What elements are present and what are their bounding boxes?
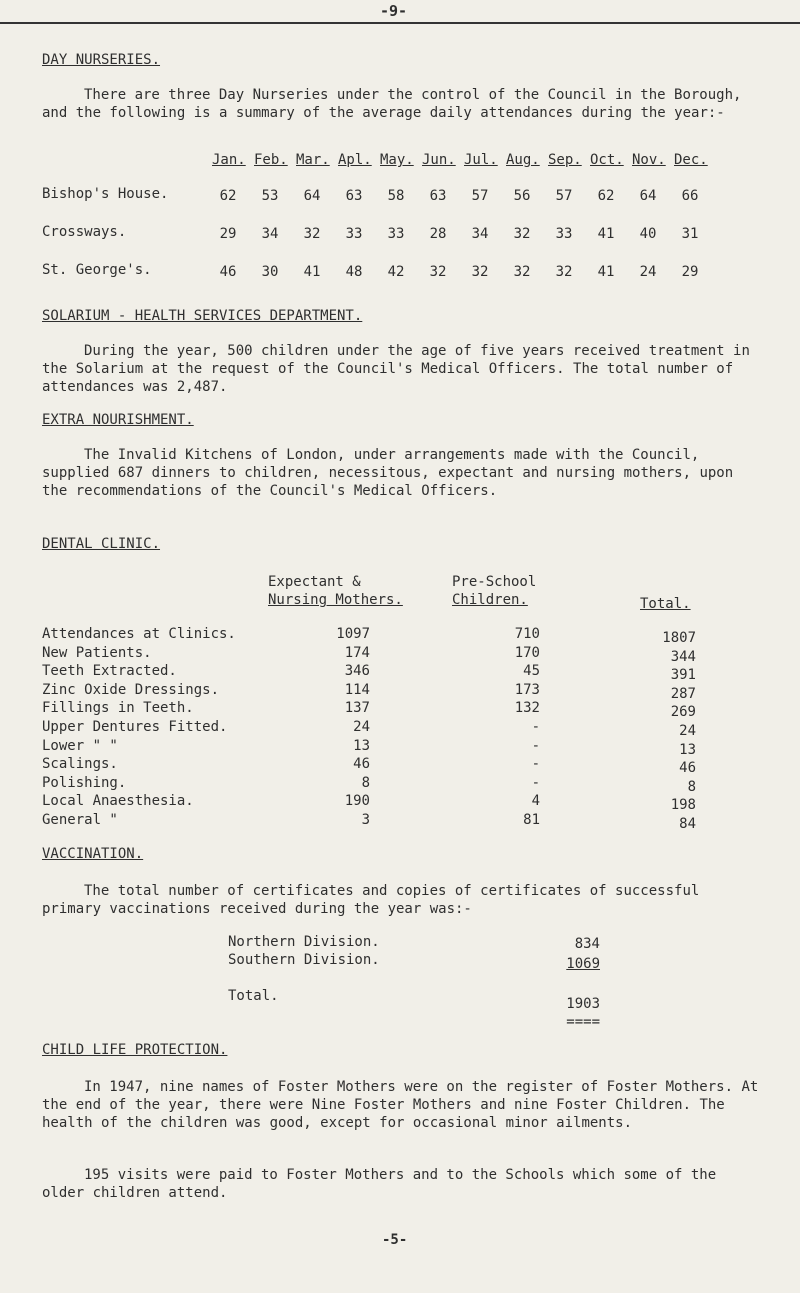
vaccination-total-label: Total. [228,988,279,1004]
dental-row-label: Lower " " [42,738,118,754]
nursery-cell: 32 [429,264,447,280]
month-header: Aug. [506,152,540,168]
dental-cell: 170 [514,645,540,661]
nursery-cell: 41 [303,264,321,280]
nursery-cell: 30 [261,264,279,280]
nursery-cell: 56 [513,188,531,204]
northern-division-label: Northern Division. [228,934,380,950]
dental-row-label: Local Anaesthesia. [42,793,194,809]
nursery-cell: 33 [555,226,573,242]
nursery-cell: 58 [387,188,405,204]
child-life-para1: In 1947, nine names of Foster Mothers were on the register of Foster Mothers. At the end of the year, there were Nine Foster Mothers and nine Foster Children. The health of the children was good, except for occasional minor ailments. [42,1079,759,1131]
vaccination-total-value: 1903 [566,996,600,1012]
dental-row-label: Zinc Oxide Dressings. [42,682,220,698]
month-header: Mar. [296,152,330,168]
dental-cell: - [531,738,540,754]
dental-cell: - [531,775,540,791]
dental-cell: 24 [679,723,696,739]
dental-clinic-heading: DENTAL CLINIC. [42,536,161,552]
page-number-top: -9- [380,2,408,20]
dental-row-label: Scalings. [42,756,118,772]
dental-cell: 24 [353,719,370,735]
dental-cell: 137 [344,700,370,716]
top-rule [0,22,800,24]
nursery-name: Bishop's House. [42,186,169,202]
dental-cell: 269 [670,704,696,720]
solarium-heading: SOLARIUM - HEALTH SERVICES DEPARTMENT. [42,308,363,324]
vaccination-text: The total number of certificates and copies of certificates of successful primary vaccinations received during the year was:- [42,883,700,917]
nursery-cell: 64 [303,188,321,204]
dental-cell: 45 [523,663,540,679]
nursery-cell: 29 [681,264,699,280]
extra-nourishment-text: The Invalid Kitchens of London, under arrangements made with the Council, supplied 687 dinners to children, necessitous, expectant and nursing mothers, upon the recommendations of the Council's Medical Officers. [42,447,734,499]
nursery-cell: 33 [387,226,405,242]
dental-col1-line2: Nursing Mothers. [268,592,403,608]
dental-cell: 8 [361,775,370,791]
month-header: Oct. [590,152,624,168]
southern-division-value: 1069 [566,956,600,972]
dental-col3-header: Total. [640,596,691,612]
nursery-cell: 64 [639,188,657,204]
nursery-cell: 62 [597,188,615,204]
dental-cell: 13 [679,742,696,758]
nursery-cell: 46 [219,264,237,280]
nursery-cell: 42 [387,264,405,280]
dental-cell: 174 [344,645,370,661]
dental-cell: 3 [361,812,370,828]
dental-row-label: Attendances at Clinics. [42,626,236,642]
month-header: Jun. [422,152,456,168]
nursery-cell: 29 [219,226,237,242]
nursery-cell: 57 [471,188,489,204]
dental-row-label: Polishing. [42,775,127,791]
dental-col1-line1: Expectant & [268,574,361,590]
dental-row-label: General " [42,812,118,828]
dental-cell: 114 [344,682,370,698]
dental-cell: - [531,756,540,772]
dental-cell: 391 [670,667,696,683]
dental-cell: 190 [344,793,370,809]
dental-row-label: Upper Dentures Fitted. [42,719,228,735]
dental-cell: - [531,719,540,735]
dental-cell: 46 [679,760,696,776]
dental-cell: 344 [670,649,696,665]
dental-cell: 8 [687,779,696,795]
dental-cell: 4 [531,793,540,809]
dental-cell: 1807 [662,630,696,646]
page-number-bottom: -5- [382,1232,408,1248]
dental-cell: 1097 [336,626,370,642]
month-header: Apl. [338,152,372,168]
day-nurseries-heading: DAY NURSERIES. [42,52,161,68]
nursery-cell: 28 [429,226,447,242]
dental-cell: 46 [353,756,370,772]
month-header: Dec. [674,152,708,168]
northern-division-value: 834 [574,936,600,952]
dental-cell: 198 [670,797,696,813]
month-header: Feb. [254,152,288,168]
day-nurseries-intro: There are three Day Nurseries under the control of the Council in the Borough, and the following is a summary of the average daily attendances during the year:- [42,87,742,121]
nursery-cell: 63 [429,188,447,204]
dental-cell: 287 [670,686,696,702]
vaccination-total-double-rule: ==== [566,1014,600,1030]
nursery-cell: 66 [681,188,699,204]
nursery-cell: 57 [555,188,573,204]
nursery-name: Crossways. [42,224,127,240]
month-header: Sep. [548,152,582,168]
month-header: Nov. [632,152,666,168]
nursery-cell: 32 [513,226,531,242]
dental-row-label: New Patients. [42,645,152,661]
nursery-cell: 53 [261,188,279,204]
solarium-text: During the year, 500 children under the age of five years received treatment in the Solarium at the request of the Council's Medical Officers. The total number of attendances was 2,487. [42,343,750,395]
dental-cell: 84 [679,816,696,832]
nursery-cell: 34 [261,226,279,242]
nursery-cell: 63 [345,188,363,204]
extra-nourishment-heading: EXTRA NOURISHMENT. [42,412,194,428]
dental-cell: 346 [344,663,370,679]
nursery-cell: 31 [681,226,699,242]
child-life-heading: CHILD LIFE PROTECTION. [42,1042,228,1058]
month-header: May. [380,152,414,168]
dental-cell: 81 [523,812,540,828]
vaccination-heading: VACCINATION. [42,846,144,862]
nursery-cell: 32 [555,264,573,280]
dental-row-label: Teeth Extracted. [42,663,177,679]
dental-row-label: Fillings in Teeth. [42,700,194,716]
nursery-cell: 32 [513,264,531,280]
dental-cell: 132 [514,700,540,716]
nursery-cell: 24 [639,264,657,280]
nursery-cell: 48 [345,264,363,280]
dental-cell: 13 [353,738,370,754]
nursery-cell: 33 [345,226,363,242]
dental-col2-line1: Pre-School [452,574,537,590]
month-header: Jan. [212,152,246,168]
nursery-name: St. George's. [42,262,152,278]
nursery-cell: 34 [471,226,489,242]
nursery-cell: 41 [597,264,615,280]
month-header: Jul. [464,152,498,168]
child-life-para2: 195 visits were paid to Foster Mothers and to the Schools which some of the older children attend. [42,1167,717,1201]
nursery-cell: 41 [597,226,615,242]
dental-cell: 173 [514,682,540,698]
nursery-cell: 62 [219,188,237,204]
nursery-cell: 40 [639,226,657,242]
southern-division-label: Southern Division. [228,952,380,968]
nursery-cell: 32 [303,226,321,242]
dental-col2-line2: Children. [452,592,528,608]
nursery-cell: 32 [471,264,489,280]
dental-cell: 710 [514,626,540,642]
